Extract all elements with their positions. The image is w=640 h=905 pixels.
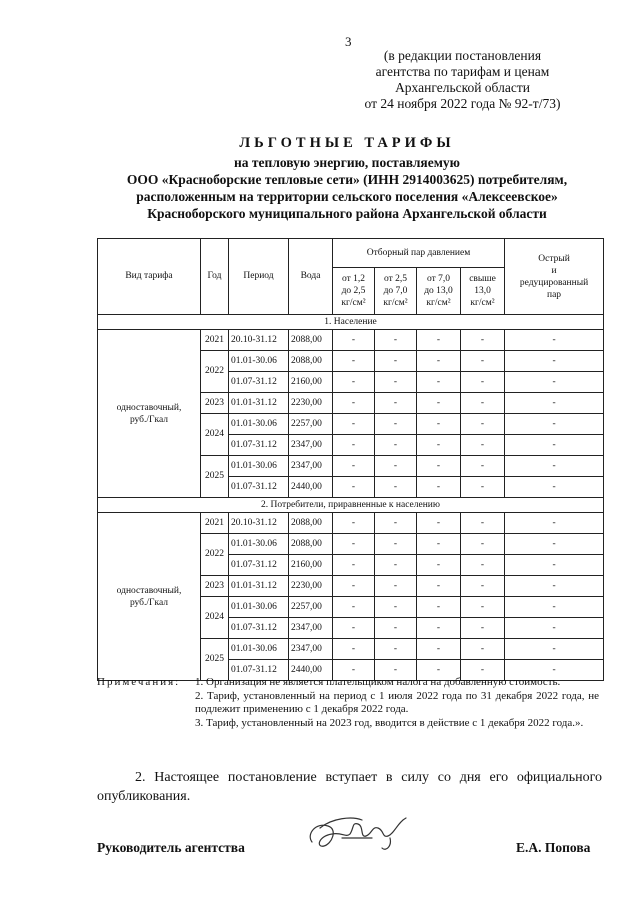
header-tariff-type: Вид тарифа xyxy=(98,239,201,315)
dash-cell: - xyxy=(375,639,417,660)
section-row xyxy=(98,498,604,513)
dash-cell: - xyxy=(333,513,375,534)
section-title: 2. Потребители, приравненные к населению xyxy=(98,498,604,513)
dash-cell: - xyxy=(417,660,461,681)
section-row xyxy=(98,315,604,330)
dash-cell: - xyxy=(333,618,375,639)
header-steam-line: кг/см² xyxy=(383,298,408,308)
tariff-type-cell xyxy=(98,330,201,498)
dash-cell: - xyxy=(505,477,604,498)
tariff-type-line: одноставочный, xyxy=(116,585,182,596)
note-item: 3. Тариф, установленный на 2023 год, вводится в действие с 1 декабря 2022 года.». xyxy=(195,716,584,729)
period-cell: 20.10-31.12 xyxy=(229,330,289,351)
header-steam-line: от 2,5 xyxy=(383,274,408,284)
water-cell: 2347,00 xyxy=(289,456,333,477)
tariff-table xyxy=(97,238,604,681)
notes-items xyxy=(195,676,599,730)
header-steam-3 xyxy=(417,268,461,315)
dash-cell: - xyxy=(461,639,505,660)
water-cell: 2440,00 xyxy=(289,477,333,498)
dash-cell: - xyxy=(417,456,461,477)
dash-cell: - xyxy=(417,414,461,435)
dash-cell: - xyxy=(417,351,461,372)
year-cell: 2025 xyxy=(201,456,229,498)
water-cell: 2088,00 xyxy=(289,351,333,372)
dash-cell: - xyxy=(417,534,461,555)
header-period: Период xyxy=(229,239,289,315)
dash-cell: - xyxy=(375,477,417,498)
dash-cell: - xyxy=(375,660,417,681)
header-steam-line: свыше xyxy=(469,274,496,284)
period-cell: 01.01-30.06 xyxy=(229,639,289,660)
header-steam-line: кг/см² xyxy=(426,298,451,308)
dash-cell: - xyxy=(417,435,461,456)
year-cell: 2021 xyxy=(201,330,229,351)
dash-cell: - xyxy=(505,372,604,393)
section-title: 1. Население xyxy=(98,315,604,330)
note-item: 2. Тариф, установленный на период с 1 июля 2022 года по 31 декабря 2022 года, не подлежит применению с 1 декабря 2022 года. xyxy=(195,689,599,715)
dash-cell: - xyxy=(505,435,604,456)
dash-cell: - xyxy=(505,351,604,372)
table-row xyxy=(98,513,604,534)
water-cell: 2230,00 xyxy=(289,393,333,414)
dash-cell: - xyxy=(461,597,505,618)
dash-cell: - xyxy=(375,393,417,414)
year-cell: 2025 xyxy=(201,639,229,681)
period-cell: 01.07-31.12 xyxy=(229,477,289,498)
period-cell: 01.01-30.06 xyxy=(229,597,289,618)
signatory-position: Руководитель агентства xyxy=(97,840,245,855)
dash-cell: - xyxy=(333,534,375,555)
tariff-type-line: руб./Гкал xyxy=(129,414,169,425)
edition-line: агентства по тарифам и ценам xyxy=(375,64,550,79)
dash-cell: - xyxy=(375,330,417,351)
dash-cell: - xyxy=(333,639,375,660)
dash-cell: - xyxy=(333,660,375,681)
dash-cell: - xyxy=(461,477,505,498)
header-sharp-line: Острый xyxy=(538,253,570,264)
water-cell: 2347,00 xyxy=(289,639,333,660)
edition-line: Архангельской области xyxy=(395,80,530,95)
header-steam-2 xyxy=(375,268,417,315)
dash-cell: - xyxy=(333,414,375,435)
header-water: Вода xyxy=(289,239,333,315)
decree-paragraph: 2. Настоящее постановление вступает в силу со дня его официального опубликования. xyxy=(97,770,602,804)
edition-line: (в редакции постановления xyxy=(383,48,542,63)
dash-cell: - xyxy=(333,477,375,498)
year-cell: 2023 xyxy=(201,576,229,597)
dash-cell: - xyxy=(333,330,375,351)
period-cell: 01.01-31.12 xyxy=(229,393,289,414)
edition-note xyxy=(340,48,585,112)
period-cell: 01.07-31.12 xyxy=(229,435,289,456)
header-steam-line: до 7,0 xyxy=(383,286,408,296)
water-cell: 2347,00 xyxy=(289,435,333,456)
period-cell: 01.01-30.06 xyxy=(229,456,289,477)
dash-cell: - xyxy=(375,597,417,618)
dash-cell: - xyxy=(461,435,505,456)
edition-line: от 24 ноября 2022 года № 92-т/73) xyxy=(364,96,561,111)
title-line: Красноборского муниципального района Архангельской области xyxy=(147,206,547,221)
dash-cell: - xyxy=(375,435,417,456)
header-steam-line: кг/см² xyxy=(341,298,366,308)
table-row xyxy=(98,330,604,351)
dash-cell: - xyxy=(333,351,375,372)
header-steam-line: кг/см² xyxy=(470,298,495,308)
period-cell: 01.01-30.06 xyxy=(229,351,289,372)
dash-cell: - xyxy=(505,534,604,555)
dash-cell: - xyxy=(505,393,604,414)
dash-cell: - xyxy=(375,456,417,477)
dash-cell: - xyxy=(505,660,604,681)
dash-cell: - xyxy=(417,618,461,639)
dash-cell: - xyxy=(461,351,505,372)
main-title: ЛЬГОТНЫЕ ТАРИФЫ xyxy=(239,135,455,151)
dash-cell: - xyxy=(461,330,505,351)
signatory-name: Е.А. Попова xyxy=(516,840,591,855)
title-line: ООО «Красноборские тепловые сети» (ИНН 2914003625) потребителям, xyxy=(126,172,568,187)
period-cell: 01.07-31.12 xyxy=(229,555,289,576)
dash-cell: - xyxy=(375,555,417,576)
dash-cell: - xyxy=(461,576,505,597)
dash-cell: - xyxy=(505,597,604,618)
dash-cell: - xyxy=(461,393,505,414)
tariff-type-cell xyxy=(98,513,201,681)
dash-cell: - xyxy=(417,555,461,576)
notes xyxy=(97,676,599,730)
dash-cell: - xyxy=(333,456,375,477)
year-cell: 2022 xyxy=(201,534,229,576)
header-sharp-line: пар xyxy=(547,289,562,300)
water-cell: 2088,00 xyxy=(289,330,333,351)
dash-cell: - xyxy=(417,576,461,597)
document-title xyxy=(96,135,598,222)
note-item: 1. Организация не является плательщиком налога на добавленную стоимость. xyxy=(195,676,561,688)
dash-cell: - xyxy=(505,414,604,435)
dash-cell: - xyxy=(505,513,604,534)
header-sharp-line: и xyxy=(551,265,557,276)
header-steam-line: 13,0 xyxy=(474,286,491,296)
signature-image xyxy=(302,808,422,856)
dash-cell: - xyxy=(461,372,505,393)
period-cell: 01.01-30.06 xyxy=(229,414,289,435)
water-cell: 2347,00 xyxy=(289,618,333,639)
dash-cell: - xyxy=(417,330,461,351)
period-cell: 01.01-30.06 xyxy=(229,534,289,555)
header-steam-line: от 1,2 xyxy=(341,274,366,284)
header-year: Год xyxy=(201,239,229,315)
dash-cell: - xyxy=(505,330,604,351)
dash-cell: - xyxy=(461,456,505,477)
header-steam-line: до 13,0 xyxy=(424,286,453,296)
dash-cell: - xyxy=(375,372,417,393)
header-steam-4 xyxy=(461,268,505,315)
header-sharp-steam xyxy=(505,239,604,315)
dash-cell: - xyxy=(417,477,461,498)
header-sharp-line: редуцированный xyxy=(519,277,589,288)
header-steam-1 xyxy=(333,268,375,315)
dash-cell: - xyxy=(505,618,604,639)
period-cell: 01.01-31.12 xyxy=(229,576,289,597)
water-cell: 2160,00 xyxy=(289,555,333,576)
dash-cell: - xyxy=(461,660,505,681)
water-cell: 2088,00 xyxy=(289,513,333,534)
dash-cell: - xyxy=(333,597,375,618)
tariff-type-line: одноставочный, xyxy=(116,402,182,413)
year-cell: 2023 xyxy=(201,393,229,414)
header-steam-group: Отборный пар давлением xyxy=(333,239,505,268)
dash-cell: - xyxy=(333,555,375,576)
water-cell: 2160,00 xyxy=(289,372,333,393)
year-cell: 2022 xyxy=(201,351,229,393)
dash-cell: - xyxy=(417,639,461,660)
dash-cell: - xyxy=(461,555,505,576)
page-number: 3 xyxy=(345,34,352,49)
dash-cell: - xyxy=(375,576,417,597)
water-cell: 2088,00 xyxy=(289,534,333,555)
title-line: расположенным на территории сельского поселения «Алексеевское» xyxy=(136,189,558,204)
water-cell: 2230,00 xyxy=(289,576,333,597)
period-cell: 20.10-31.12 xyxy=(229,513,289,534)
dash-cell: - xyxy=(417,513,461,534)
dash-cell: - xyxy=(417,597,461,618)
dash-cell: - xyxy=(505,456,604,477)
water-cell: 2257,00 xyxy=(289,597,333,618)
dash-cell: - xyxy=(505,576,604,597)
notes-label: Примечания: xyxy=(97,676,181,688)
header-steam-line: до 2,5 xyxy=(341,286,366,296)
dash-cell: - xyxy=(417,393,461,414)
dash-cell: - xyxy=(375,351,417,372)
dash-cell: - xyxy=(333,393,375,414)
dash-cell: - xyxy=(505,555,604,576)
dash-cell: - xyxy=(375,513,417,534)
dash-cell: - xyxy=(505,639,604,660)
dash-cell: - xyxy=(375,618,417,639)
year-cell: 2021 xyxy=(201,513,229,534)
dash-cell: - xyxy=(333,372,375,393)
dash-cell: - xyxy=(375,534,417,555)
dash-cell: - xyxy=(461,534,505,555)
dash-cell: - xyxy=(417,372,461,393)
period-cell: 01.07-31.12 xyxy=(229,618,289,639)
year-cell: 2024 xyxy=(201,597,229,639)
year-cell: 2024 xyxy=(201,414,229,456)
water-cell: 2257,00 xyxy=(289,414,333,435)
dash-cell: - xyxy=(333,435,375,456)
dash-cell: - xyxy=(333,576,375,597)
title-line: на тепловую энергию, поставляемую xyxy=(234,155,460,170)
period-cell: 01.07-31.12 xyxy=(229,372,289,393)
dash-cell: - xyxy=(461,513,505,534)
header-steam-line: от 7,0 xyxy=(426,274,451,284)
dash-cell: - xyxy=(461,618,505,639)
dash-cell: - xyxy=(375,414,417,435)
dash-cell: - xyxy=(461,414,505,435)
tariff-type-line: руб./Гкал xyxy=(129,597,169,608)
period-cell: 01.07-31.12 xyxy=(229,660,289,681)
water-cell: 2440,00 xyxy=(289,660,333,681)
